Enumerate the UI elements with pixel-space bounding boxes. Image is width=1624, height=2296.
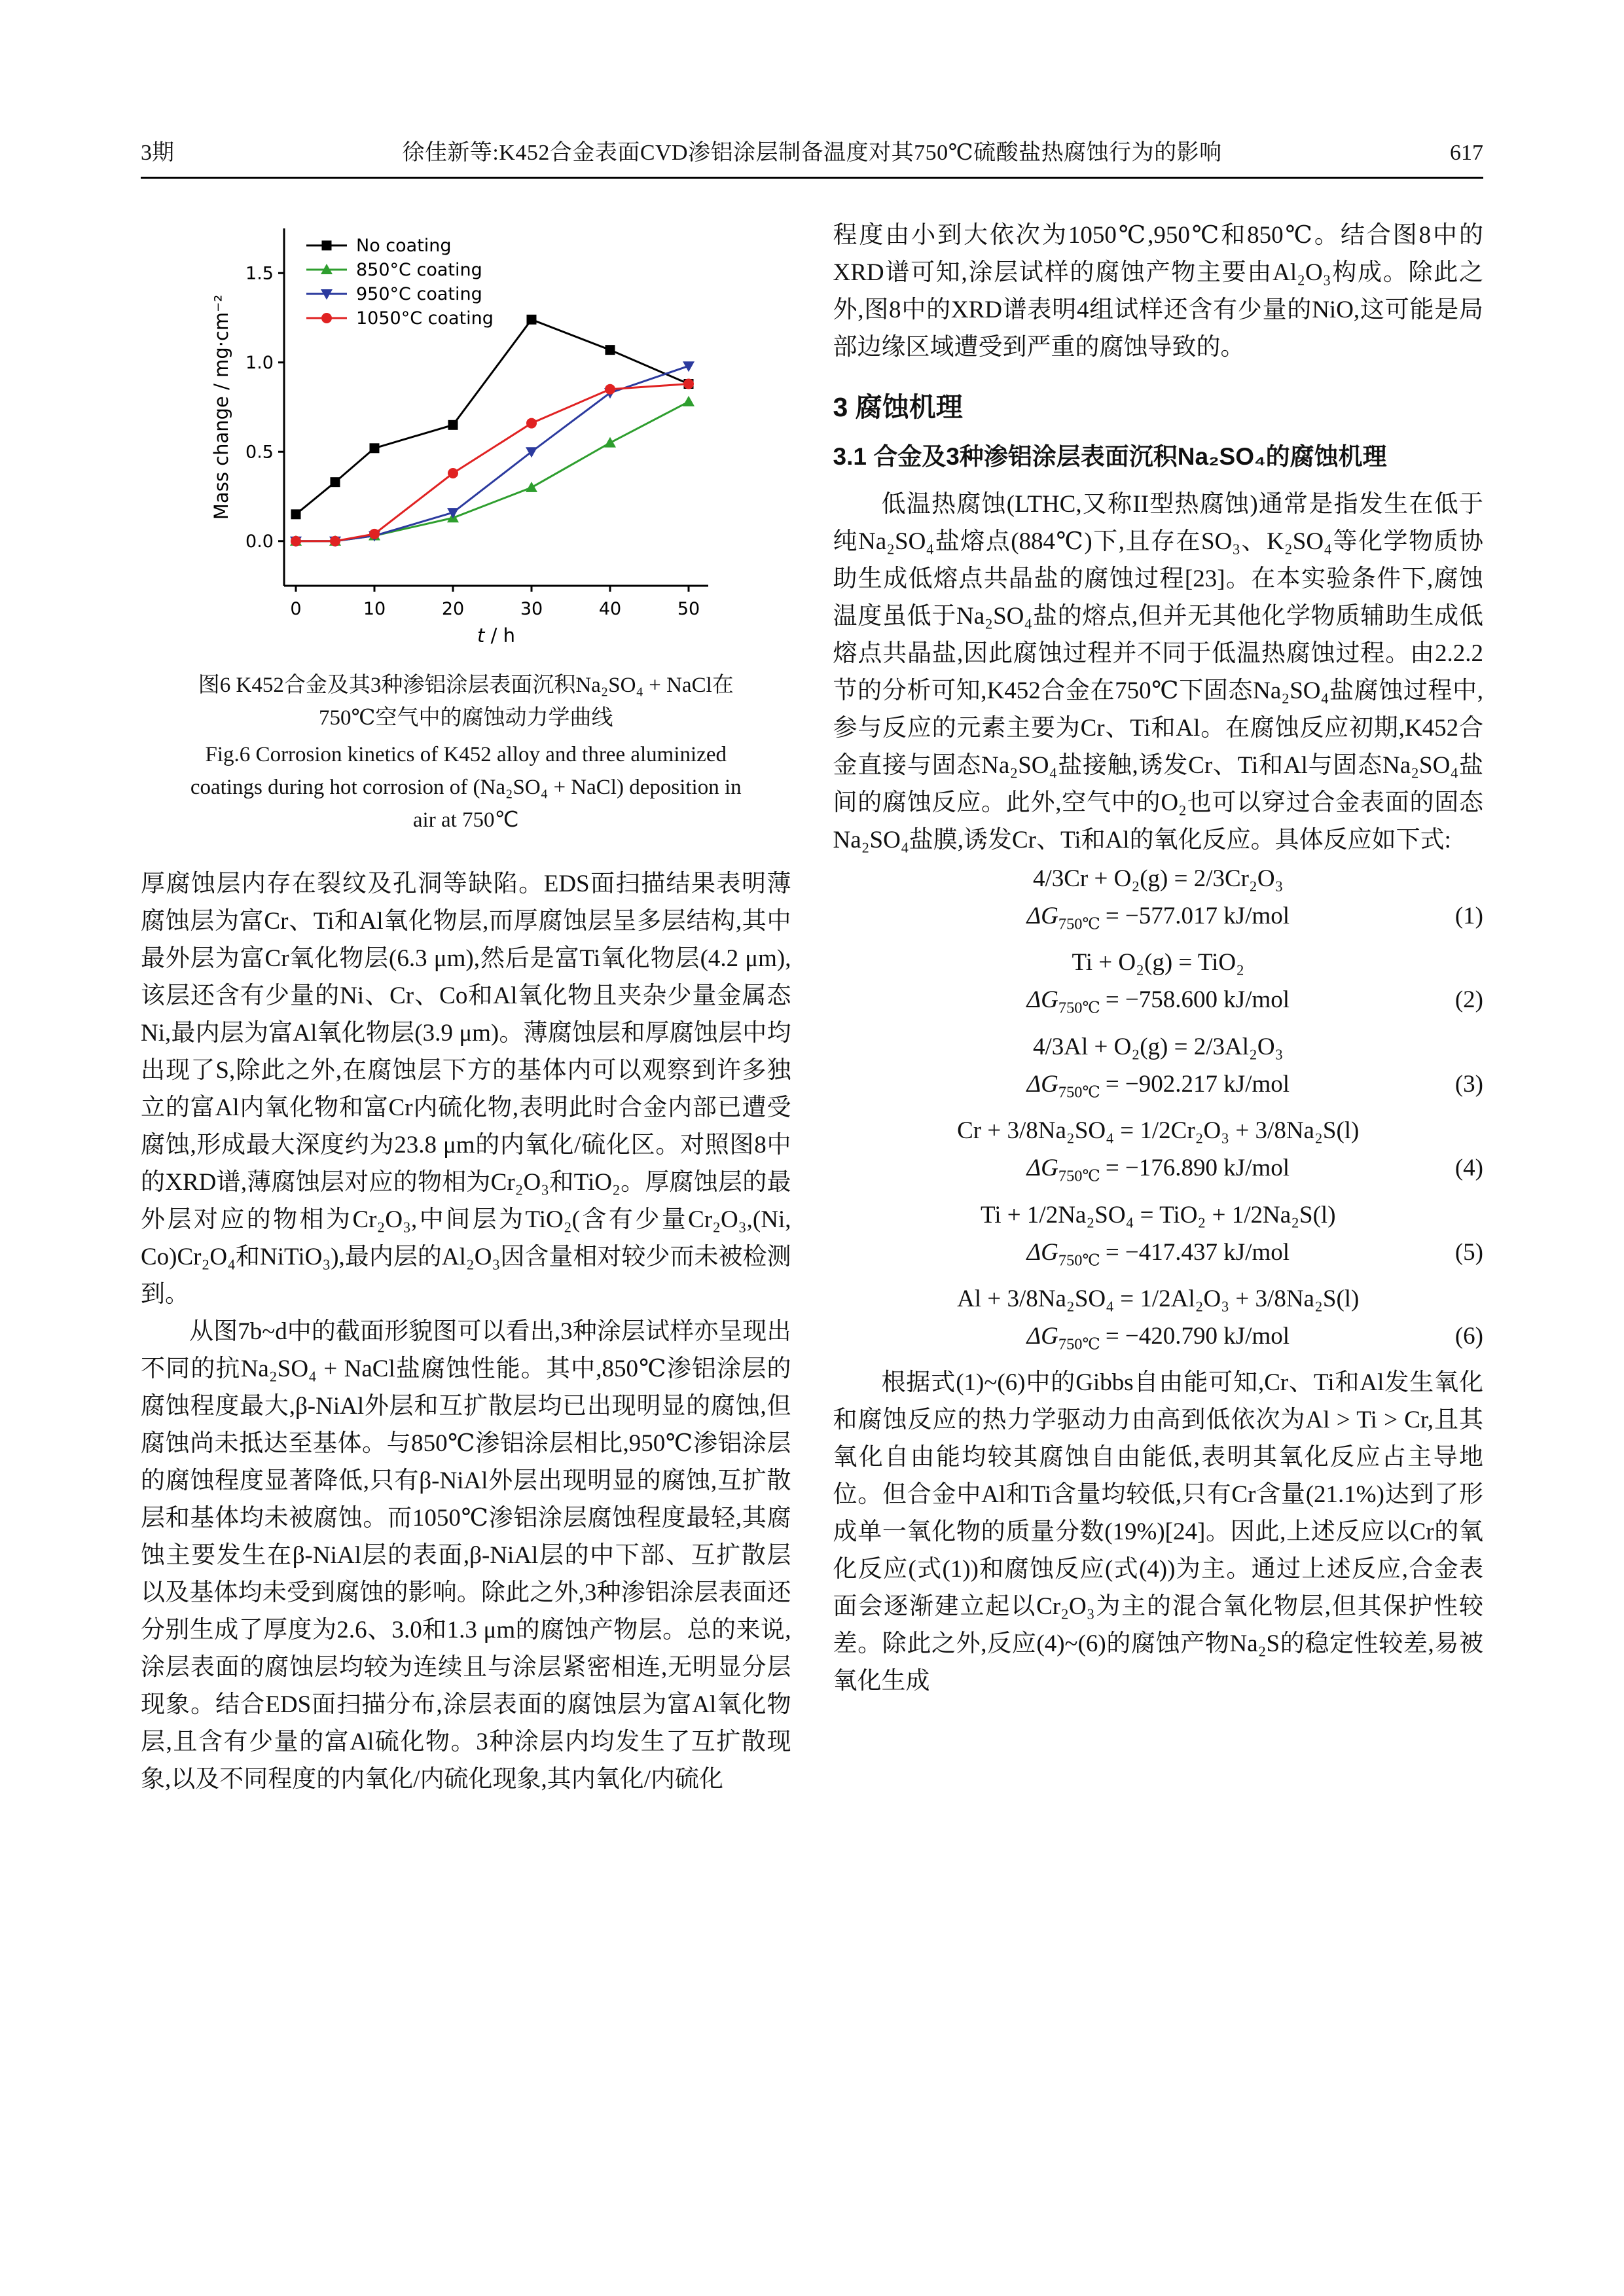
delta-g-subscript: 750℃ [1058, 1167, 1100, 1185]
svg-text:1.0: 1.0 [245, 352, 274, 373]
equation-number: (1) [1454, 903, 1483, 929]
journal-issue: 3期 [141, 141, 174, 165]
svg-text:40: 40 [598, 599, 621, 619]
equation-number: (4) [1454, 1155, 1483, 1182]
delta-g-value: = −417.437 kJ/mol [1105, 1238, 1290, 1266]
x-axis-label: t / h [477, 624, 515, 647]
svg-text:0.5: 0.5 [245, 442, 274, 463]
paragraph: 从图7b~d中的截面形貌图可以看出,3种涂层试样亦呈现出不同的抗Na₂SO₄ + NaCl盐腐蚀性能。其中,850℃渗铝涂层的腐蚀程度最大,β-NiAl外层和互扩散层均已出现明显的腐蚀,但腐蚀尚未抵达至基体。与850℃渗铝涂层相比,950℃渗铝涂层的腐蚀程度显著降低,只有β-NiAl外层出现明显的腐蚀,互扩散层和基体均未被腐蚀。而1050℃渗铝涂层腐蚀程度最轻,其腐蚀主要发生在β-NiAl层的表面,β-NiAl层的中下部、互扩散层以及基体均未受到腐蚀的影响。除此之外,3种渗铝涂层表面还分别生成了厚度为2.6、3.0和1.3 μm的腐蚀产物层。总的来说,涂层表面的腐蚀层均较为连续且与涂层紧密相连,无明显分层现象。结合EDS面扫描分布,涂层表面的腐蚀层为富Al氧化物层,且含有少量的富Al硫化物。3种涂层内均发生了互扩散现象,以及不同程度的内氧化/内硫化现象,其内氧化/内硫化 [141, 1318, 791, 1793]
page [141, 134, 1483, 1798]
paragraph: 根据式(1)~(6)中的Gibbs自由能可知,Cr、Ti和Al发生氧化和腐蚀反应的热力学驱动力由高到低依次为Al > Ti > Cr,且其氧化自由能均较其腐蚀自由能低,表明其氧化反应占主导地位。但合金中Al和Ti含量均较低,只有Cr含量(21.1%)达到了形成单一氧化物的质量分数(19%)[24]。因此,上述反应以Cr的氧化反应(式(1))和腐蚀反应(式(4))为主。通过上述反应,合金表面会逐渐建立起以Cr₂O₃为主的混合氧化物层,但其保护性较差。除此之外,反应(4)~(6)的腐蚀产物Na₂S的稳定性较差,易被氧化生成 [833, 1369, 1483, 1695]
equation-5 [833, 1196, 1484, 1279]
paragraph: 低温热腐蚀(LTHC,又称II型热腐蚀)通常是指发生在低于纯Na₂SO₄盐熔点(884℃)下,且存在SO₃、K₂SO₄等化学物质协助生成低熔点共晶盐的腐蚀过程[23]。在本实验条件下,腐蚀温度虽低于Na₂SO₄盐的熔点,但并无其他化学物质辅助生成低熔点共晶盐,因此腐蚀过程并不同于低温热腐蚀过程。由2.2.2节的分析可知,K452合金在750℃下固态Na₂SO₄盐腐蚀过程中,参与反应的元素主要为Cr、Ti和Al。在腐蚀反应初期,K452合金直接与固态Na₂SO₄盐接触,诱发Cr、Ti和Al与固态Na₂SO₄盐间的腐蚀反应。此外,空气中的O₂也可以穿过合金表面的固态Na₂SO₄盐膜,诱发Cr、Ti和Al的氧化反应。具体反应如下式: [833, 491, 1483, 853]
figure-6 [141, 217, 791, 836]
corrosion-chart-svg [204, 217, 728, 649]
equation-4 [833, 1112, 1484, 1194]
subsection-heading: 3.1 合金及3种渗铝涂层表面沉积Na₂SO₄的腐蚀机理 [833, 443, 1387, 470]
svg-text:0.0: 0.0 [245, 531, 274, 552]
equation-number: (2) [1454, 986, 1483, 1014]
equation-formula: Ti + O₂(g) = TiO₂ [1072, 949, 1245, 977]
equation-gibbs-row [833, 1066, 1484, 1111]
delta-g-value: = −758.600 kJ/mol [1105, 986, 1290, 1014]
svg-text:20: 20 [441, 599, 464, 619]
delta-g-subscript: 750℃ [1058, 1335, 1100, 1354]
equation-1 [833, 860, 1484, 942]
header-rule [141, 177, 1483, 179]
figure-caption-en: Fig.6 Corrosion kinetics of K452 alloy and three aluminized coatings during hot corrosion of (Na₂SO₄ + NaCl) deposition in air at 750℃ [190, 743, 742, 832]
equation-gibbs-row [833, 1234, 1484, 1279]
paragraph: 程度由小到大依次为1050℃,950℃和850℃。结合图8中的XRD谱可知,涂层试样的腐蚀产物主要由Al₂O₃构成。除此之外,图8中的XRD谱表明4组试样还含有少量的NiO,这可能是局部边缘区域遭受到严重的腐蚀导致的。 [833, 222, 1483, 361]
delta-g-subscript: 750℃ [1058, 1251, 1100, 1269]
equation-formula: 4/3Al + O₂(g) = 2/3Al₂O₃ [1032, 1033, 1284, 1060]
svg-text:30: 30 [520, 599, 543, 619]
right-column [833, 217, 1484, 1798]
equation-6 [833, 1280, 1484, 1363]
equation-number: (3) [1454, 1070, 1483, 1098]
delta-g-value: = −176.890 kJ/mol [1105, 1155, 1290, 1182]
delta-g-label: ΔG [1026, 1155, 1058, 1182]
running-title: 徐佳新等:K452合金表面CVD渗铝涂层制备温度对其750℃硫酸盐热腐蚀行为的影响 [402, 141, 1222, 165]
equation-formula: Ti + 1/2Na₂SO₄ = TiO₂ + 1/2Na₂S(l) [980, 1201, 1336, 1229]
two-column-body [141, 217, 1483, 1798]
delta-g-label: ΔG [1026, 1322, 1058, 1350]
left-column-text [141, 865, 791, 1798]
delta-g-value: = −420.790 kJ/mol [1105, 1322, 1290, 1350]
equation-gibbs-row [833, 981, 1484, 1026]
legend-label: No coating [355, 236, 452, 256]
series-950-c-coating [296, 366, 689, 541]
legend-label: 950°C coating [355, 284, 482, 304]
svg-text:1.5: 1.5 [245, 263, 274, 284]
equation-number: (6) [1454, 1322, 1483, 1350]
legend-label: 850°C coating [355, 260, 482, 280]
page-number: 617 [1450, 141, 1483, 165]
delta-g-label: ΔG [1026, 1070, 1058, 1098]
section-heading: 3 腐蚀机理 [833, 392, 963, 422]
y-axis-label: Mass change / mg·cm⁻² [209, 294, 232, 520]
series-1050-c-coating [296, 384, 689, 541]
figure-caption-zh: 图6 K452合金及其3种渗铝涂层表面沉积Na₂SO₄ + NaCl在750℃空气中的腐蚀动力学曲线 [198, 673, 734, 730]
left-column [141, 217, 791, 1798]
delta-g-value: = −577.017 kJ/mol [1105, 903, 1290, 929]
paragraph: 厚腐蚀层内存在裂纹及孔洞等缺陷。EDS面扫描结果表明薄腐蚀层为富Cr、Ti和Al氧化物层,而厚腐蚀层呈多层结构,其中最外层为富Cr氧化物层(6.3 μm),然后是富Ti氧化物层(4.2 μm),该层还含有少量的Ni、Cr、Co和Al氧化物且夹杂少量金属态Ni,最内层为富Al氧化物层(3.9 μm)。薄腐蚀层和厚腐蚀层中均出现了S,除此之外,在腐蚀层下方的基体内可以观察到许多独立的富Al内氧化物和富Cr内硫化物,表明此时合金内部已遭受腐蚀,形成最大深度约为23.8 μm的内氧化/硫化区。对照图8中的XRD谱,薄腐蚀层对应的物相为Cr₂O₃和TiO₂。厚腐蚀层的最外层对应的物相为Cr₂O₃,中间层为TiO₂(含有少量Cr₂O₃,(Ni, Co)Cr₂O₄和NiTiO₃),最内层的Al₂O₃因含量相对较少而未被检测到。 [141, 870, 791, 1308]
delta-g-subscript: 750℃ [1058, 915, 1100, 933]
equation-3 [833, 1028, 1484, 1111]
delta-g-label: ΔG [1026, 1238, 1058, 1266]
series-850-c-coating [296, 402, 689, 541]
equation-gibbs-row [833, 897, 1484, 942]
delta-g-subscript: 750℃ [1058, 1083, 1100, 1102]
equation-2 [833, 944, 1484, 1026]
equation-gibbs-row [833, 1318, 1484, 1363]
equation-formula: Al + 3/8Na₂SO₄ = 1/2Al₂O₃ + 3/8Na₂S(l) [957, 1285, 1360, 1312]
svg-text:50: 50 [677, 599, 700, 619]
delta-g-label: ΔG [1026, 986, 1058, 1014]
svg-text:10: 10 [363, 599, 386, 619]
equation-number: (5) [1454, 1238, 1483, 1266]
equation-formula: Cr + 3/8Na₂SO₄ = 1/2Cr₂O₃ + 3/8Na₂S(l) [957, 1117, 1360, 1145]
delta-g-label: ΔG [1026, 903, 1058, 929]
legend-label: 1050°C coating [355, 308, 494, 329]
delta-g-subscript: 750℃ [1058, 999, 1100, 1017]
equation-formula: 4/3Cr + O₂(g) = 2/3Cr₂O₃ [1032, 865, 1284, 892]
delta-g-value: = −902.217 kJ/mol [1105, 1070, 1290, 1098]
svg-text:0: 0 [290, 599, 302, 619]
equation-gibbs-row [833, 1149, 1484, 1194]
page-header [141, 134, 1483, 166]
corrosion-kinetics-chart [204, 217, 728, 652]
series-no-coating [296, 319, 689, 514]
